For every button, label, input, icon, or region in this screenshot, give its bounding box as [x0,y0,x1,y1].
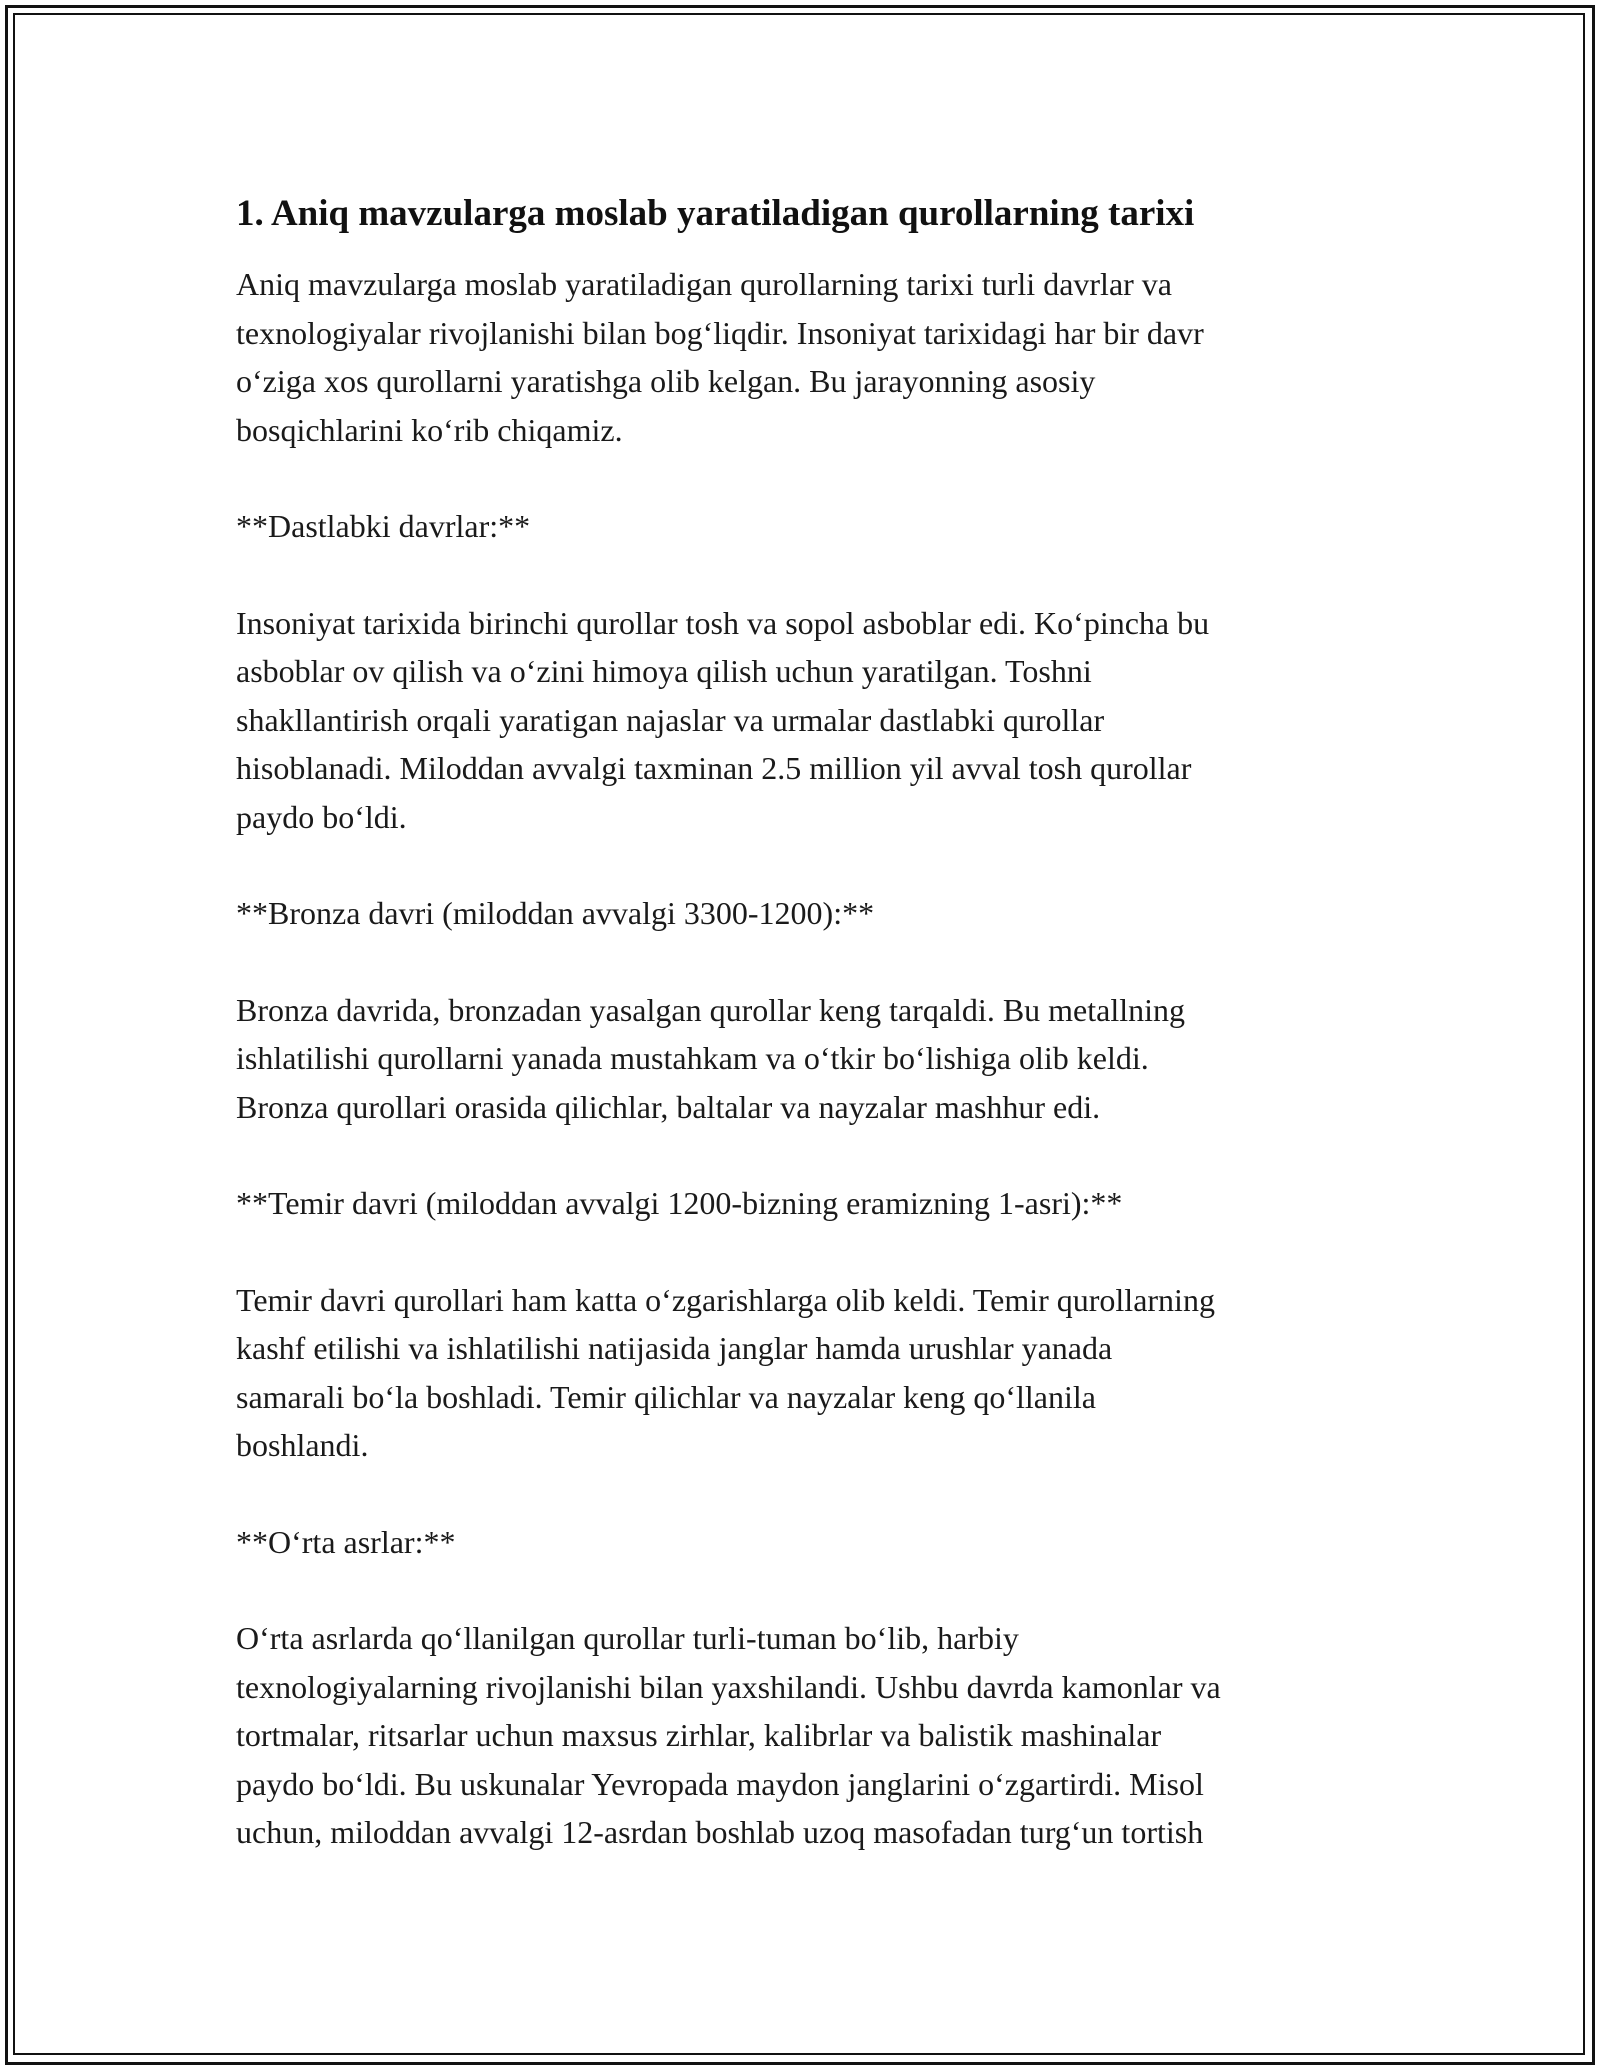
paragraph-bronze-age: Bronza davrida, bronzadan yasalgan qurollar keng tarqaldi. Bu metallning ishlatilishi qurollarni yanada mustahkam va o‘tkir bo‘lishiga olib keldi. Bronza qurollari orasida qilichlar, baltalar va nayzalar mashhur edi. [236,991,1186,1125]
section-heading: 1. Aniq mavzularga moslab yaratiladigan qurollarning tarixi [236,193,1195,234]
document-body [236,186,1386,1905]
paragraph-early-periods: Insoniyat tarixida birinchi qurollar tosh va sopol asboblar edi. Ko‘pincha bu asboblar ov qilish va o‘zini himoya qilish uchun yaratilgan. Toshni shakllantirish orqali yaratigan najaslar va urmalar dastlabki qurollar hisoblanadi. Miloddan avvalgi taxminan 2.5 million yil avval tosh qurollar paydo bo‘ldi. [236,604,1210,835]
subheading-early-periods: **Dastlabki davrlar:** [236,508,531,544]
subheading-bronze-age: **Bronza davri (miloddan avvalgi 3300-1200):** [236,895,875,931]
paragraph-iron-age: Temir davri qurollari ham katta o‘zgarishlarga olib keldi. Temir qurollarning kashf etilishi va ishlatilishi natijasida janglar hamda urushlar yanada samarali bo‘la boshladi. Temir qilichlar va nayzalar keng qo‘llanila boshlandi. [236,1281,1215,1463]
paragraph-middle-ages: O‘rta asrlarda qo‘llanilgan qurollar turli-tuman bo‘lib, harbiy texnologiyalarning rivojlanishi bilan yaxshilandi. Ushbu davrda kamonlar va tortmalar, ritsarlar uchun maxsus zirhlar, kalibrlar va balistik mashinalar paydo bo‘ldi. Bu uskunalar Yevropada maydon janglarini o‘zgartirdi. Misol uchun, miloddan avvalgi 12-asrdan boshlab uzoq masofadan turg‘un tortish [236,1620,1221,1850]
subheading-iron-age: **Temir davri (miloddan avvalgi 1200-bizning eramizning 1-asri):** [236,1185,1123,1221]
subheading-middle-ages: **O‘rta asrlar:** [236,1523,456,1560]
intro-paragraph: Aniq mavzularga moslab yaratiladigan qurollarning tarixi turli davrlar va texnologiyalar rivojlanishi bilan bog‘liqdir. Insoniyat tarixidagi har bir davr o‘ziga xos qurollarni yaratishga olib kelgan. Bu jarayonning asosiy bosqichlarini ko‘rib chiqamiz. [236,266,1204,448]
